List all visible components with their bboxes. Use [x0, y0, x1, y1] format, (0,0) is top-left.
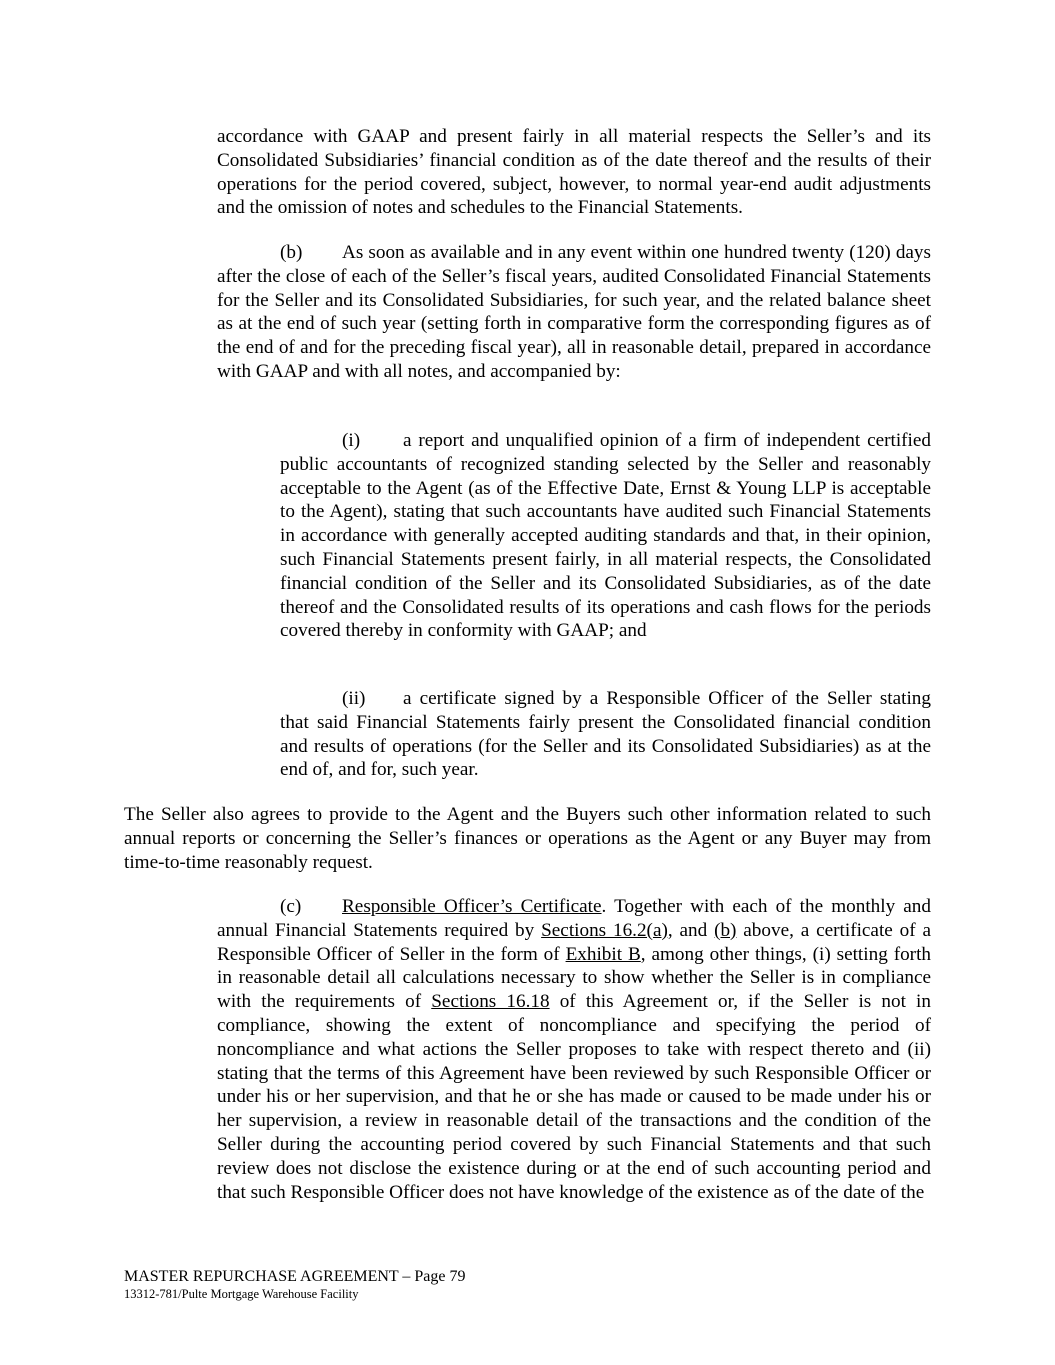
paragraph-a-continuation: [217, 125, 931, 220]
paragraph-seller-agrees: [124, 803, 931, 874]
section-ref-b: (b): [714, 919, 737, 941]
paragraph-c-text-5: of this Agreement or, if the Seller is not in compliance, showing the extent of noncompliance and specifying the period of noncompliance and what actions the Seller proposes to take with respect thereto and (ii) stating that the terms of this Agreement have been reviewed by such Responsible Officer or under his or her supervision, and that he or she has made or caused to be made under his or her supervision, a review in reasonable detail of the transactions and the condition of the Seller during the accounting period covered by such Financial Statements and that such review does not disclose the existence during or at the end of such accounting period and that such Responsible Officer does not have knowledge of the existence as of the date of the: [217, 991, 931, 1203]
paragraph-c-text-2: , and: [667, 919, 715, 941]
section-ref-16-18: Sections 16.18: [431, 991, 550, 1013]
paragraph-c-label: (c): [280, 896, 302, 917]
section-ref-16-2a: Sections 16.2(a): [541, 919, 668, 941]
paragraph-b-label: (b): [280, 242, 303, 263]
paragraph-b-i: [280, 429, 931, 643]
paragraph-c-heading: Responsible Officer’s Certificate: [342, 896, 602, 917]
footer-title: MASTER REPURCHASE AGREEMENT – Page 79: [124, 1268, 466, 1285]
paragraph-b-text: As soon as available and in any event within one hundred twenty (120) days after the close of each of the Seller’s fiscal years, audited Consolidated Financial Statements for the Seller and its Consolidated Subsidiaries, for such year, and the related balance sheet as at the end of such year (setting forth in comparative form the corresponding figures as of the end of and for the preceding fiscal year), all in reasonable detail, prepared in accordance with GAAP and with all notes, and accompanied by:: [217, 242, 931, 382]
paragraph-b-i-label: (i): [342, 430, 361, 451]
paragraph-b: [217, 241, 931, 384]
paragraph-b-ii-text: a certificate signed by a Responsible Officer of the Seller stating that said Financial Statements fairly present the Consolidated financial condition and results of operations (for the Seller and its Consolidated Subsidiaries) as at the end of, and for, such year.: [280, 688, 931, 781]
paragraph-c: [217, 895, 931, 1204]
paragraph-b-ii: [280, 687, 931, 782]
paragraph-seller-text: The Seller also agrees to provide to the Agent and the Buyers such other information related to such annual reports or concerning the Seller’s finances or operations as the Agent or any Buyer may from time-to-time reasonably request.: [124, 804, 931, 873]
paragraph-c-text-1: . Together with each of the monthly and annual Financial Statements required by: [217, 896, 931, 941]
paragraph-b-ii-label: (ii): [342, 688, 366, 709]
paragraph-c-text-4: , among other things, (i) setting forth in reasonable detail all calculations necessary to show whether the Seller is in compliance with the requirements of: [217, 943, 931, 1013]
paragraph-a-text: accordance with GAAP and present fairly in all material respects the Seller’s and its Consolidated Subsidiaries’ financial condition as of the date thereof and the results of their operations for the period covered, subject, however, to normal year-end audit adjustments and the omission of notes and schedules to the Financial Statements.: [217, 126, 931, 219]
footer-doc-id: 13312-781/Pulte Mortgage Warehouse Facility: [124, 1287, 359, 1301]
paragraph-b-i-text: a report and unqualified opinion of a firm of independent certified public accountants of recognized standing selected by the Seller and reasonably acceptable to the Agent (as of the Effective Date, Ernst & Young LLP is acceptable to the Agent), stating that such accountants have audited such Financial Statements in accordance with generally accepted auditing standards and that, in their opinion, such Financial Statements present fairly, in all material respects, the Consolidated financial condition of the Seller and its Consolidated Subsidiaries, as of the date thereof and the Consolidated results of its operations and cash flows for the periods covered thereby in conformity with GAAP; and: [280, 430, 931, 642]
exhibit-ref-b: Exhibit B: [565, 943, 641, 965]
paragraph-c-text-3: above, a certificate of a Responsible Officer of Seller in the form of: [217, 919, 931, 965]
